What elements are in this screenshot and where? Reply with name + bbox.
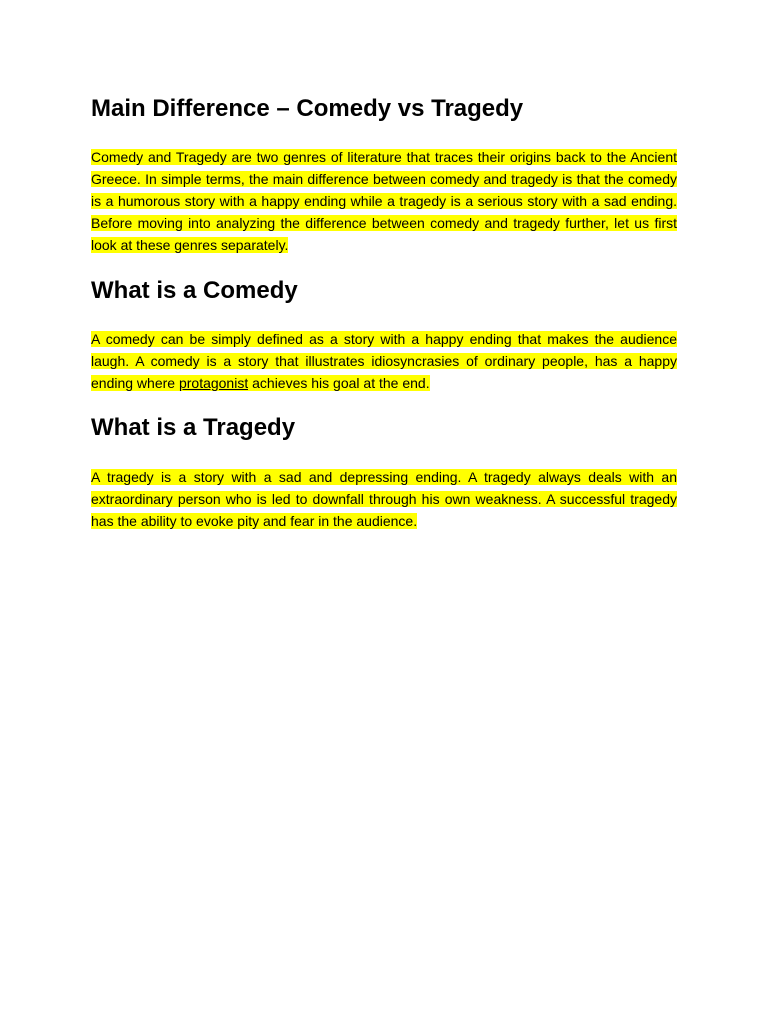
page-title: Main Difference – Comedy vs Tragedy: [91, 95, 524, 122]
tragedy-text: A tragedy is a story with a sad and depressing ending. A tragedy always deals with an extraordinary person who is led to downfall through his own weakness. A successful tragedy has the ability to evoke pity and fear in the audience.: [91, 469, 677, 529]
tragedy-paragraph: [91, 466, 677, 532]
document-page: [91, 94, 677, 532]
comedy-heading: What is a Comedy: [91, 277, 298, 304]
comedy-text-after-link: achieves his goal at the end.: [248, 375, 430, 391]
tragedy-heading: What is a Tragedy: [91, 414, 296, 441]
intro-text: Comedy and Tragedy are two genres of literature that traces their origins back to the Ancient Greece. In simple terms, the main difference between comedy and tragedy is that the comedy is a humorous story with a happy ending while a tragedy is a serious story with a sad ending. Before moving into analyzing the difference between comedy and tragedy further, let us first look at these genres separately.: [91, 149, 677, 253]
comedy-paragraph: [91, 328, 677, 394]
protagonist-link[interactable]: protagonist: [178, 375, 249, 391]
comedy-text-before-link: A comedy can be simply defined as a story with a happy ending that makes the audience laugh. A comedy is a story that illustrates idiosyncrasies of ordinary people, has a happy ending where: [91, 331, 677, 391]
intro-paragraph: [91, 146, 677, 256]
